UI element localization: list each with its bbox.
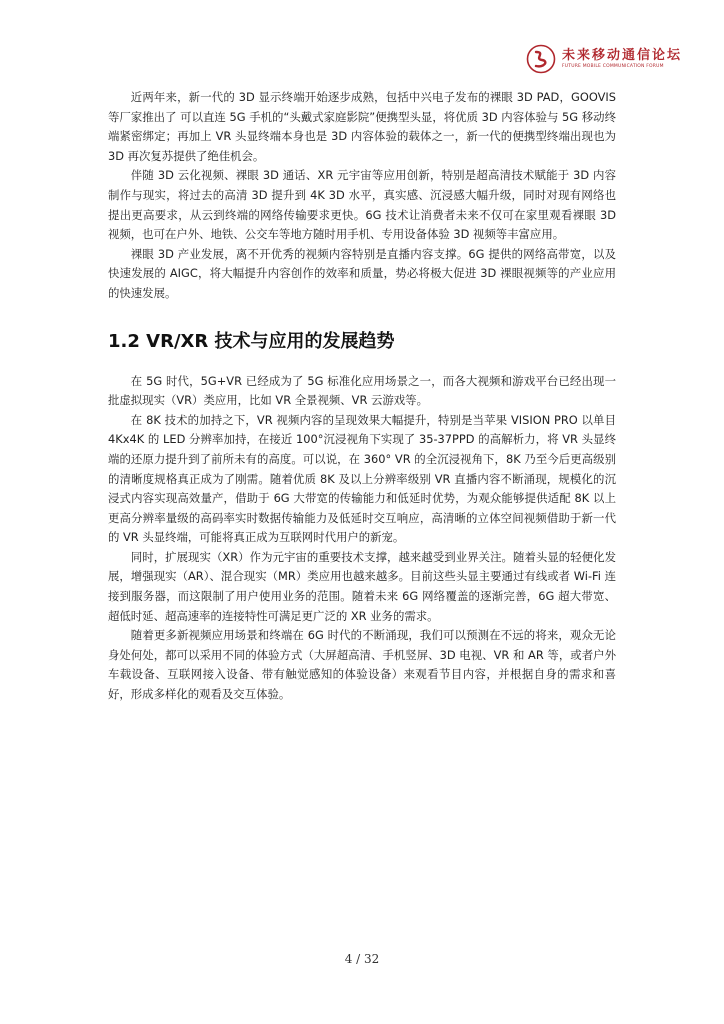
header-logo <box>526 44 682 74</box>
logo-text <box>562 49 682 70</box>
logo-title-en: FUTURE MOBILE COMMUNICATION FORUM <box>561 63 664 69</box>
paragraph: 在 8K 技术的加持之下，VR 视频内容的呈现效果大幅提升，特别是当苹果 VISION PRO 以单目 4Kx4K 的 LED 分辨率加持，在接近 100°沉浸视角下实现了 35-37PPD 的高解析力，将 VR 头显终端的还原力提升到了前所未有的高度。可以说，在 360° VR 的全沉浸视角下，8K 乃至今后更高级别的清晰度规格真正成为了刚需。随着优质 8K 及以上分辨率级别 VR 直播内容不断涌现，规模化的沉浸式内容实现高效量产，借助于 6G 大带宽的传输能力和低延时优势，为观众能够提供适配 8K 以上更高分辨率量级的高码率实时数据传输能力及低延时交互响应，高清晰的立体空间视频借助于新一代的 VR 头显终端，可能将真正成为互联网时代用户的新宠。 <box>108 412 616 545</box>
paragraph: 裸眼 3D 产业发展，离不开优秀的视频内容特别是直播内容支撑。6G 提供的网络高带宽，以及快速发展的 AIGC，将大幅提升内容创作的效率和质量，势必将极大促进 3D 裸眼视频等的产业应用的快速发展。 <box>108 246 616 300</box>
section-heading: 1.2 VR/XR 技术与应用的发展趋势 <box>108 330 395 352</box>
page-number: 4 / 32 <box>344 952 380 966</box>
paragraph: 随着更多新视频应用场景和终端在 6G 时代的不断涌现，我们可以预测在不远的将来，观众无论身处何处，都可以采用不同的体验方式（大屏超高清、手机竖屏、3D 电视、VR 和 AR 等，或者户外车载设备、互联网接入设备、带有触觉感知的体验设备）来观看节目内容，并根据自身的需求和喜好，形成多样化的观看及交互体验。 <box>108 628 616 702</box>
paragraph: 同时，扩展现实（XR）作为元宇宙的重要技术支撑，越来越受到业界关注。随着头显的轻便化发展，增强现实（AR）、混合现实（MR）类应用也越来越多。目前这些头显主要通过有线或者 Wi-Fi 连接到服务器，而这限制了用户使用业务的范围。随着未来 6G 网络覆盖的逐渐完善，6G 超大带宽、超低时延、超高速率的连接特性可满足更广泛的 XR 业务的需求。 <box>108 549 616 623</box>
section-vr-xr <box>108 372 616 705</box>
paragraph: 伴随 3D 云化视频、裸眼 3D 通话、XR 元宇宙等应用创新，特别是超高清技术赋能于 3D 内容制作与现实，将过去的高清 3D 提升到 4K 3D 水平，真实感、沉浸感大幅升级，同时对现有网络也提出更高要求，从云到终端的网络传输要求更快。6G 技术让消费者未来不仅可在家里观看裸眼 3D 视频，也可在户外、地铁、公交车等地方随时用手机、专用设备体验 3D 视频等丰富应用。 <box>108 168 616 242</box>
paragraph: 近两年来，新一代的 3D 显示终端开始逐步成熟，包括中兴电子发布的裸眼 3D PAD，GOOVIS 等厂家推出了 可以直连 5G 手机的“头戴式家庭影院”便携型头显，将优质 3D 内容体验与 5G 移动终端紧密绑定；再加上 VR 头显终端本身也是 3D 内容体验的载体之一，新一代的便携型终端出现也为 3D 再次复苏提供了绝佳机会。 <box>108 90 616 163</box>
document-body <box>108 80 616 705</box>
section-3d-video <box>108 88 616 304</box>
paragraph: 在 5G 时代，5G+VR 已经成为了 5G 标准化应用场景之一，而各大视频和游戏平台已经出现一批虚拟现实（VR）类应用，比如 VR 全景视频、VR 云游戏等。 <box>108 373 616 408</box>
forum-logo-icon <box>526 44 556 74</box>
logo-title-cn: 未来移动通信论坛 <box>561 47 682 63</box>
